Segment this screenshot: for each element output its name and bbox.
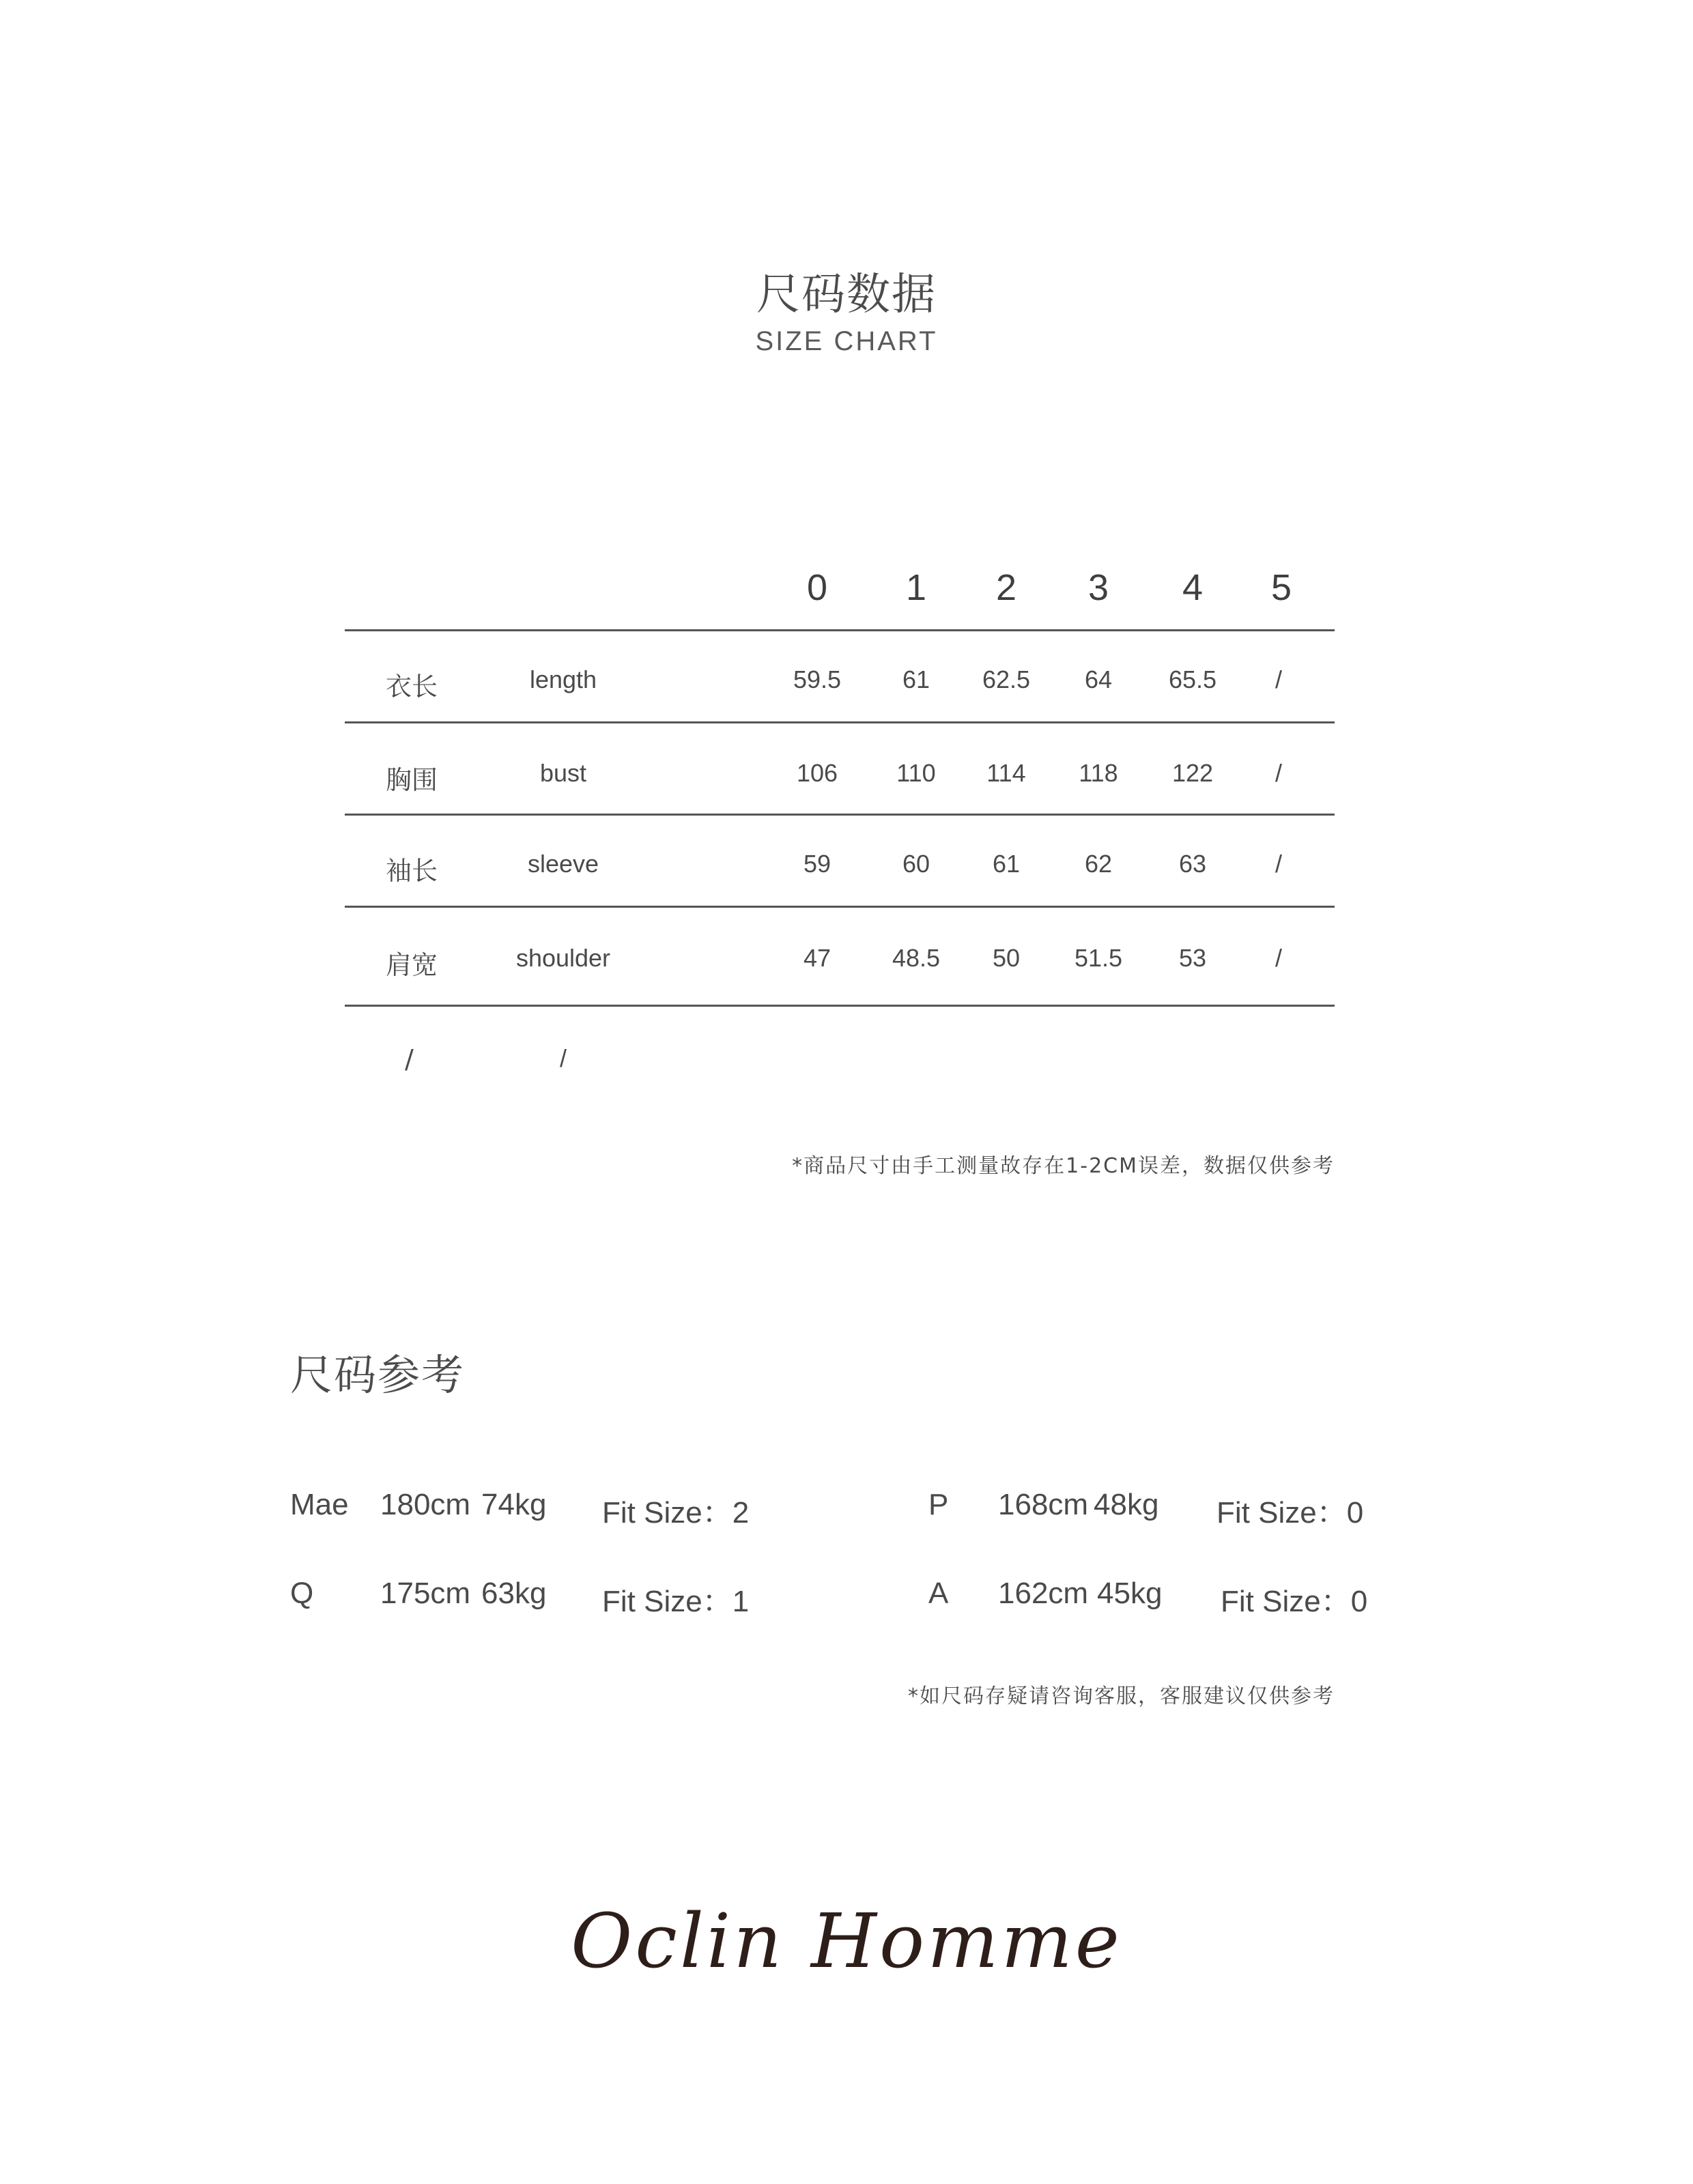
- table-divider: [345, 629, 1335, 631]
- table-row: [345, 1044, 1335, 1085]
- model-height: 180cm: [380, 1488, 471, 1521]
- table-cell: 118: [1079, 759, 1118, 787]
- table-cell: 122: [1171, 759, 1214, 787]
- table-cell: 114: [986, 759, 1026, 787]
- model-name: Mae: [290, 1488, 349, 1521]
- row-label-cn: 胸围: [386, 765, 438, 795]
- model-fit-size: Fit Size：0: [1221, 1585, 1368, 1618]
- table-cell: 61: [992, 850, 1021, 878]
- table-cell: 62.5: [982, 665, 1031, 693]
- row-label-cn: 袖长: [386, 856, 438, 886]
- table-cell: 59: [803, 850, 831, 878]
- model-height: 175cm: [380, 1577, 471, 1610]
- model-weight: 74kg: [481, 1488, 547, 1521]
- model-height: 162cm: [998, 1577, 1089, 1610]
- table-cell: 47: [803, 944, 831, 972]
- table-cell: 60: [902, 850, 930, 878]
- row-label-en: bust: [539, 759, 587, 787]
- table-cell: 53: [1178, 944, 1207, 972]
- model-name: Q: [290, 1577, 314, 1610]
- size-header-3: 3: [1087, 567, 1109, 608]
- model-fit-size: Fit Size：2: [602, 1496, 750, 1529]
- table-cell: /: [1275, 944, 1282, 972]
- model-weight: 63kg: [481, 1577, 547, 1610]
- row-label-cn: 肩宽: [386, 950, 438, 980]
- brand-logo: Oclin Homme: [571, 1897, 1122, 1985]
- table-cell: 65.5: [1168, 665, 1217, 693]
- table-divider: [345, 1005, 1335, 1007]
- table-divider: [345, 721, 1335, 723]
- size-header-5: 5: [1270, 567, 1292, 608]
- table-cell: /: [1275, 665, 1282, 693]
- model-weight: 45kg: [1097, 1577, 1163, 1610]
- table-cell: 61: [902, 665, 930, 693]
- table-row: [345, 759, 1335, 800]
- table-row: [345, 944, 1335, 985]
- table-cell: 59.5: [793, 665, 842, 693]
- size-table: [345, 566, 1335, 1072]
- table-cell: 110: [896, 759, 936, 787]
- measurement-note: *商品尺寸由手工测量故存在1-2CM误差，数据仅供参考: [792, 1154, 1335, 1178]
- table-cell: 62: [1084, 850, 1113, 878]
- size-header-2: 2: [995, 567, 1017, 608]
- row-label-en: shoulder: [515, 944, 611, 972]
- size-header-1: 1: [905, 567, 927, 608]
- row-label-en: sleeve: [527, 850, 599, 878]
- reference-title: 尺码参考: [290, 1350, 466, 1400]
- table-cell: 106: [796, 759, 838, 787]
- row-label-en: length: [529, 665, 597, 693]
- row-label-cn: /: [405, 1044, 414, 1074]
- table-cell: /: [1275, 850, 1282, 878]
- model-height: 168cm: [998, 1488, 1089, 1521]
- model-name: A: [928, 1577, 949, 1610]
- row-label-en: /: [559, 1044, 567, 1072]
- model-fit-size: Fit Size：0: [1217, 1496, 1364, 1529]
- table-divider: [345, 814, 1335, 816]
- row-label-cn: 衣长: [386, 672, 438, 702]
- size-header-4: 4: [1182, 567, 1204, 608]
- table-row: [345, 850, 1335, 891]
- model-name: P: [928, 1488, 949, 1521]
- size-header-0: 0: [806, 567, 828, 608]
- table-cell: 50: [992, 944, 1021, 972]
- page-subtitle: SIZE CHART: [755, 326, 938, 356]
- table-cell: 48.5: [892, 944, 941, 972]
- model-weight: 48kg: [1094, 1488, 1159, 1521]
- table-cell: /: [1275, 759, 1282, 787]
- reference-note: *如尺码存疑请咨询客服，客服建议仅供参考: [908, 1684, 1335, 1708]
- table-row: [345, 665, 1335, 706]
- table-cell: 64: [1084, 665, 1113, 693]
- table-divider: [345, 906, 1335, 908]
- page-title: 尺码数据: [756, 270, 937, 320]
- model-fit-size: Fit Size：1: [602, 1585, 750, 1618]
- table-cell: 63: [1178, 850, 1207, 878]
- table-cell: 51.5: [1074, 944, 1123, 972]
